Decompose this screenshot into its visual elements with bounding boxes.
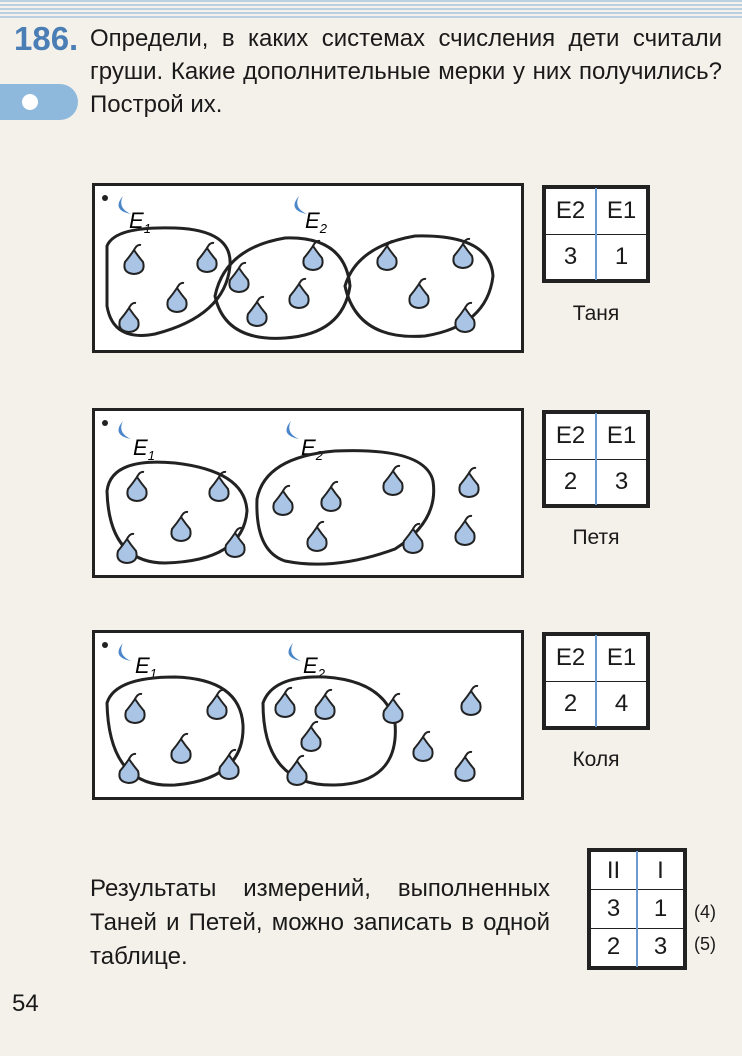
pear-icon [383,694,402,723]
header-cell: E2 [546,189,597,235]
value-cell: 3 [637,928,684,966]
header-cell: E2 [546,636,597,682]
header-cell: E1 [596,189,647,235]
value-cell: 1 [596,234,647,280]
result-table [587,848,687,970]
pear-icon [301,722,320,751]
value-cell: 2 [546,681,597,727]
e1-sub: 1 [149,666,157,681]
pear-icon [117,534,136,563]
value-cell: 2 [591,928,638,966]
pear-icon [459,468,478,497]
pear-icon [461,686,480,715]
pear-icon [171,512,190,541]
pear-icon [273,486,292,515]
header-cell: E1 [596,636,647,682]
pear-icon [409,279,428,308]
pear-icon [229,263,248,292]
value-cell: 3 [546,234,597,280]
e1-sub: 1 [147,448,155,463]
pear-icon [119,754,138,783]
e1-sub: 1 [143,221,151,236]
moon-e1-icon [102,195,131,214]
value-cell: 3 [596,459,647,505]
pear-icon [289,279,308,308]
header-cell: I [637,852,684,890]
pear-icon [124,245,143,274]
pear-icon [455,516,474,545]
header-cell: E2 [546,414,597,460]
e1-label: E [135,653,150,678]
pear-icon [287,756,306,785]
pear-icon [315,690,334,719]
moon-e2-icon [287,421,300,439]
svg-text:E2 [305,208,328,236]
value-cell: 2 [546,459,597,505]
moon-e1-icon [102,420,131,439]
pear-icon [207,690,226,719]
value-cell: 1 [637,890,684,928]
child-name: Петя [572,526,620,549]
row-mark: (5) [694,934,716,954]
child-name: Таня [572,302,620,325]
row-mark: (4) [694,902,716,922]
pear-panel-tanya [92,183,524,353]
measure-table-tanya [542,185,650,283]
e2-sub: 2 [317,666,325,681]
pear-icon [171,734,190,763]
moon-e1-icon [102,642,131,661]
badge-dot-icon [22,94,38,110]
pear-icon [125,694,144,723]
e2-label: E [303,653,318,678]
value-cell: 3 [591,890,638,928]
pear-icon [413,732,432,761]
pear-icon [307,522,326,551]
top-stripe [0,0,742,18]
pear-icon [455,752,474,781]
measure-table-petya [542,410,650,508]
pear-icon [127,472,146,501]
e1-label: E [129,208,144,233]
page-number: 54 [12,990,39,1017]
pear-panel-petya [92,408,524,578]
e2-sub: 2 [315,448,323,463]
pear-icon [197,243,216,272]
e1-label: E [133,435,148,460]
pear-icon [119,303,138,332]
pear-panel-kolya [92,630,524,800]
child-name: Коля [572,748,620,771]
svg-text:E2 [301,435,324,463]
pear-icon [383,466,402,495]
exercise-text: Определи, в каких системах счисления дети считали груши. Какие дополнительные мерки у них получились? Построй их. [90,25,722,118]
e2-label: E [305,208,320,233]
moon-e2-icon [289,643,302,661]
e2-sub: 2 [319,221,327,236]
pear-icon [455,303,474,332]
exercise-badge [0,84,78,120]
svg-text:E1 [133,435,155,463]
pear-icon [275,688,294,717]
pear-icon [303,241,322,270]
pear-icon [321,482,340,511]
result-text: Результаты измерений, выполненных Таней и Петей, можно записать в одной таблице. [90,875,550,970]
header-cell: II [591,852,638,890]
pear-icon [247,297,266,326]
value-cell: 4 [596,681,647,727]
header-cell: E1 [596,414,647,460]
measure-table-kolya [542,632,650,730]
e2-label: E [301,435,316,460]
group-loop [263,677,395,785]
exercise-number: 186. [14,20,79,57]
pear-icon [167,283,186,312]
